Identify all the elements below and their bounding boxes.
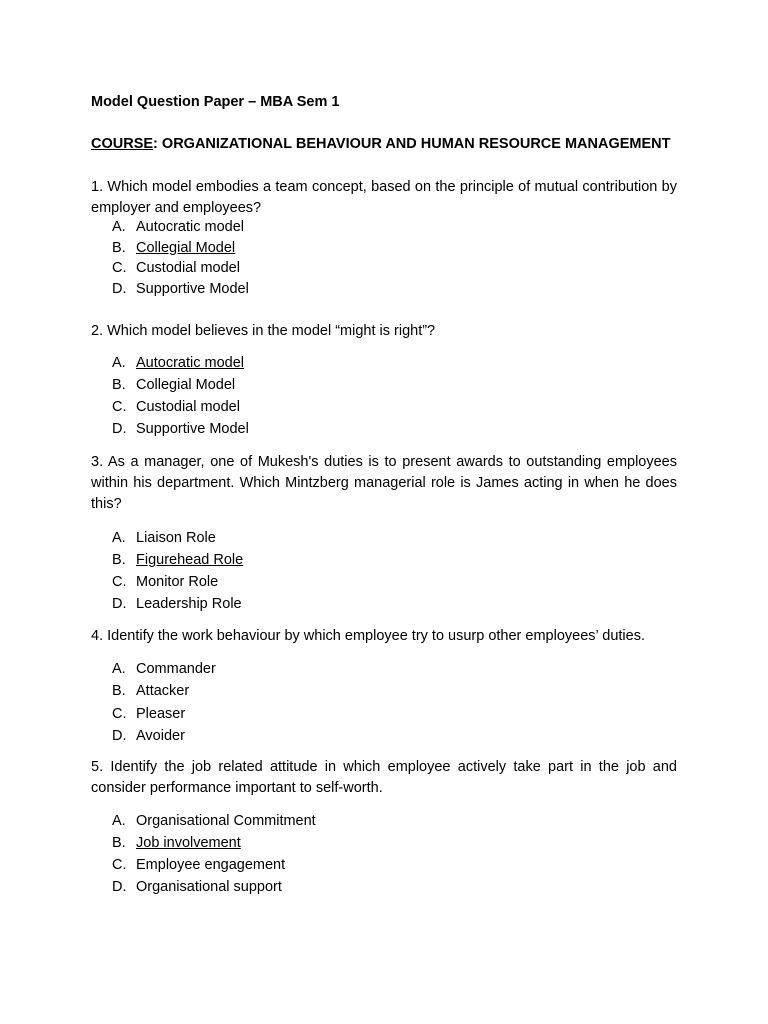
option-text: Avoider: [136, 727, 185, 744]
option-4a: [112, 658, 216, 680]
option-letter: D.: [112, 879, 127, 895]
option-text: Custodial model: [136, 399, 240, 415]
option-text: Liaison Role: [136, 530, 216, 546]
option-letter: A.: [112, 813, 126, 829]
option-text: Attacker: [136, 683, 190, 700]
option-text: Supportive Model: [136, 421, 249, 437]
option-letter: A.: [112, 355, 126, 371]
option-letter: C.: [112, 857, 127, 873]
option-text: Pleaser: [136, 705, 186, 722]
option-text: Organisational Commitment: [136, 813, 316, 829]
option-letter: A.: [112, 219, 126, 235]
option-letter: D.: [112, 596, 127, 612]
option-5b: [112, 832, 316, 854]
course-separator: :: [153, 136, 158, 152]
option-letter: B.: [112, 552, 126, 568]
option-text: Custodial model: [136, 260, 240, 277]
course-heading: [91, 136, 671, 152]
option-1d: [112, 279, 249, 300]
option-letter: B.: [112, 683, 126, 700]
option-text: Leadership Role: [136, 596, 242, 612]
option-3a: [112, 527, 243, 549]
question-3-text: 3. As a manager, one of Mukesh's duties is to present awards to outstanding employees within his department. Which Mintzberg managerial role is James acting in when he does this?: [91, 454, 677, 512]
option-5a: [112, 810, 316, 832]
option-letter: B.: [112, 239, 126, 256]
option-letter: B.: [112, 377, 126, 393]
question-5-text: 5. Identify the job related attitude in which employee actively take part in the job and consider performance important to self-worth.: [91, 759, 677, 796]
option-text-answer: Collegial Model: [136, 239, 236, 256]
option-2b: [112, 374, 249, 396]
option-text: Supportive Model: [136, 281, 249, 298]
paper-title: Model Question Paper – MBA Sem 1: [91, 94, 340, 110]
question-1-options: [112, 217, 249, 300]
option-3c: [112, 571, 243, 593]
option-1a: [112, 217, 249, 238]
option-letter: D.: [112, 421, 127, 437]
option-4c: [112, 703, 216, 725]
question-5-options: [112, 810, 316, 898]
option-letter: C.: [112, 574, 127, 590]
option-text: Autocratic model: [136, 219, 244, 235]
question-2-text: 2. Which model believes in the model “might is right”?: [91, 323, 436, 339]
course-name: ORGANIZATIONAL BEHAVIOUR AND HUMAN RESOURCE MANAGEMENT: [161, 136, 671, 152]
question-3-options: [112, 527, 243, 615]
option-text: Organisational support: [136, 879, 282, 895]
option-2a: [112, 352, 249, 374]
option-4d: [112, 725, 216, 747]
option-letter: C.: [112, 705, 127, 722]
option-letter: D.: [112, 281, 127, 298]
option-5d: [112, 876, 316, 898]
question-2-options: [112, 352, 249, 440]
option-letter: C.: [112, 260, 127, 277]
option-letter: C.: [112, 399, 127, 415]
option-text: Monitor Role: [136, 574, 219, 590]
option-text: Commander: [136, 661, 216, 677]
option-letter: B.: [112, 835, 126, 851]
option-3b: [112, 549, 243, 571]
option-2d: [112, 418, 249, 440]
option-text: Employee engagement: [136, 857, 286, 873]
option-3d: [112, 593, 243, 615]
option-text-answer: Job involvement: [136, 835, 241, 851]
course-label: COURSE: [91, 136, 154, 152]
option-letter: A.: [112, 661, 126, 677]
option-4b: [112, 680, 216, 702]
question-4-options: [112, 658, 216, 747]
option-text-answer: Figurehead Role: [136, 552, 244, 568]
option-5c: [112, 854, 316, 876]
option-1b: [112, 238, 249, 259]
question-4-text: 4. Identify the work behaviour by which employee try to usurp other employees’ duties.: [91, 628, 645, 644]
option-text: Collegial Model: [136, 377, 236, 393]
option-2c: [112, 396, 249, 418]
option-letter: A.: [112, 530, 126, 546]
option-letter: D.: [112, 727, 127, 744]
option-text-answer: Autocratic model: [136, 355, 244, 371]
question-1-text: 1. Which model embodies a team concept, based on the principle of mutual contribution by employer and employees?: [91, 179, 677, 216]
option-1c: [112, 258, 249, 279]
